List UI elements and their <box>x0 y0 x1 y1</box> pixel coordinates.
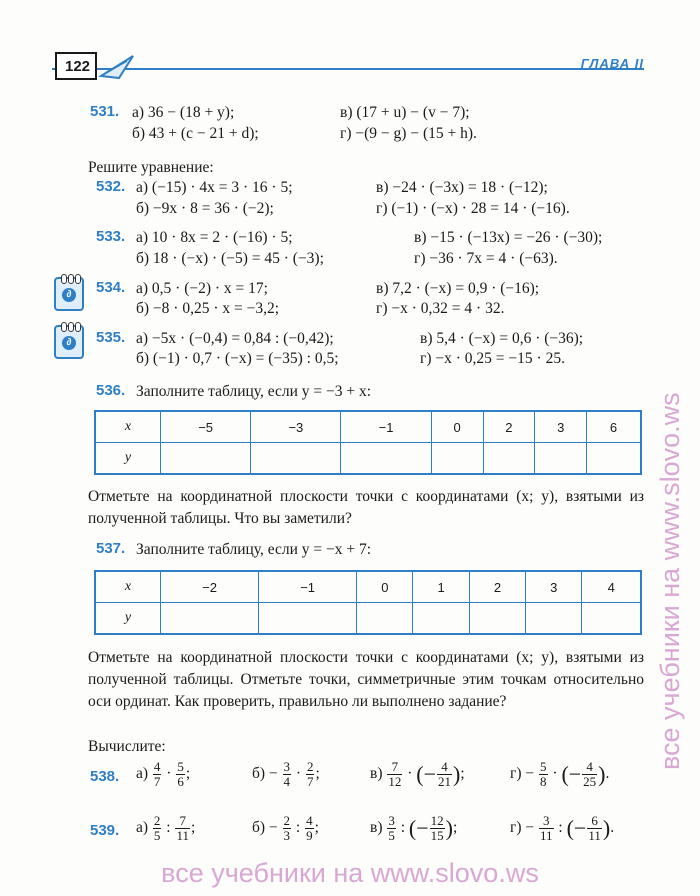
table-cell: −1 <box>341 411 431 443</box>
table-cell[interactable] <box>341 443 431 475</box>
table-cell[interactable] <box>259 603 357 635</box>
exercise-number: 533. <box>96 228 126 245</box>
pencil-icon <box>97 52 137 80</box>
exercise-number: 532. <box>96 178 126 195</box>
table-cell: 0 <box>431 411 483 443</box>
punct: ; <box>314 819 319 837</box>
notebook-icon: ∂ <box>54 325 84 359</box>
item-g: г) (−1) · (−x) · 28 = 14 · (−16). <box>376 200 570 217</box>
paragraph: Отметьте на координатной плоскости точки с координатами (x; y), взятыми из полученной таблицы. Что вы заметили? <box>88 488 644 527</box>
operator: : <box>292 819 305 837</box>
table-cell[interactable] <box>413 603 469 635</box>
item-b <box>252 814 319 843</box>
item-g: г) −x · 0,25 = −15 · 25. <box>420 350 565 367</box>
fraction <box>153 760 162 789</box>
fraction <box>587 814 602 843</box>
table-cell: 4 <box>582 571 641 603</box>
fraction <box>387 814 396 843</box>
numerator: 2 <box>283 813 291 828</box>
table-cell: −2 <box>161 571 259 603</box>
exercise-number: 531. <box>90 103 120 120</box>
punct: ; <box>185 765 191 783</box>
table-cell: 3 <box>535 411 587 443</box>
operator: : <box>554 819 567 837</box>
table-cell[interactable] <box>357 603 413 635</box>
denominator: 12 <box>388 774 402 789</box>
fraction <box>283 814 292 843</box>
table-cell: 3 <box>526 571 582 603</box>
item-v <box>370 760 465 789</box>
value-table <box>94 410 642 475</box>
item-a <box>136 814 195 843</box>
numerator: 7 <box>387 760 402 775</box>
item-label: а) <box>136 765 152 783</box>
item-label: в) <box>370 819 387 837</box>
numerator: 2 <box>306 759 314 774</box>
table-cell: −3 <box>251 411 341 443</box>
denominator: 5 <box>153 828 161 843</box>
denominator: 21 <box>438 774 452 789</box>
item-a <box>136 760 190 789</box>
paren-open: (− <box>566 815 587 841</box>
operator: · <box>292 765 305 783</box>
item-label: г) − <box>510 765 539 783</box>
watermark-side: все учебники на www.slovo.ws <box>655 392 685 770</box>
paragraph: Отметьте на координатной плоскости точки с координатами (x; y), взятыми из полученной таблицы. Отметьте точки, симметричные этим точкам относительно оси ординат. Как проверить, правильно ли выполнено задание? <box>88 649 644 710</box>
numerator: 4 <box>437 760 452 775</box>
numerator: 3 <box>388 813 395 828</box>
section-heading: Вычислите: <box>88 738 166 755</box>
table-cell: 2 <box>483 411 535 443</box>
table-row <box>95 443 641 475</box>
item-v: в) 7,2 · (−x) = 0,9 · (−16); <box>376 280 540 297</box>
denominator: 5 <box>388 828 395 843</box>
item-v: в) 5,4 · (−x) = 0,6 · (−36); <box>420 330 584 347</box>
item-v <box>370 814 457 843</box>
fraction <box>306 760 315 789</box>
punct: . <box>605 765 610 783</box>
fraction <box>283 760 292 789</box>
row-label: y <box>95 603 161 635</box>
operator: · <box>162 765 176 783</box>
fraction <box>176 760 185 789</box>
paren-open: (− <box>416 761 437 787</box>
item-a: а) −5x · (−0,4) = 0,84 : (−0,42); <box>136 330 334 347</box>
row-label: x <box>95 571 161 603</box>
exercise-number: 535. <box>96 329 126 346</box>
denominator: 8 <box>540 774 547 789</box>
exercise-number: 536. <box>96 382 126 399</box>
item-v: в) −15 · (−13x) = −26 · (−30); <box>414 229 603 246</box>
chapter-title: ГЛАВА II <box>580 56 644 71</box>
denominator: 15 <box>430 828 444 843</box>
item-b: б) 43 + (c − 21 + d); <box>132 125 259 142</box>
fraction <box>539 760 548 789</box>
exercise-number: 538. <box>90 768 120 785</box>
table-cell[interactable] <box>469 603 525 635</box>
denominator: 4 <box>283 774 291 789</box>
exercise-number: 537. <box>96 540 126 557</box>
table-cell[interactable] <box>526 603 582 635</box>
item-a: а) 0,5 · (−2) · x = 17; <box>136 280 268 297</box>
table-cell: −1 <box>259 571 357 603</box>
punct: ; <box>191 819 196 837</box>
item-b: б) −8 · 0,25 · x = −3,2; <box>136 300 280 317</box>
item-b: б) (−1) · 0,7 · (−x) = (−35) : 0,5; <box>136 350 339 367</box>
fraction <box>539 814 554 843</box>
numerator: 12 <box>430 813 444 828</box>
item-g: г) −36 · 7x = 4 · (−63). <box>414 250 558 267</box>
paren-close: ) <box>453 761 461 787</box>
header-rule <box>52 68 644 70</box>
row-label: x <box>95 411 161 443</box>
denominator: 7 <box>153 774 161 789</box>
denominator: 11 <box>540 828 553 843</box>
punct: . <box>610 819 615 837</box>
section-heading: Решите уравнение: <box>88 159 214 176</box>
fraction <box>387 760 402 789</box>
exercise-number: 534. <box>96 279 126 296</box>
table-cell[interactable] <box>431 443 483 475</box>
table-cell[interactable] <box>535 443 587 475</box>
punct: ; <box>452 819 458 837</box>
denominator: 11 <box>588 828 601 843</box>
denominator: 7 <box>306 774 314 789</box>
item-a: а) (−15) · 4x = 3 · 16 · 5; <box>136 179 293 196</box>
table-cell: 1 <box>413 571 469 603</box>
item-label: б) − <box>252 765 282 783</box>
page-number: 122 <box>55 52 97 80</box>
exercise-number: 539. <box>90 822 120 839</box>
table-cell[interactable] <box>587 443 641 475</box>
row-label: y <box>95 443 161 475</box>
item-label: г) − <box>510 819 539 837</box>
item-v: в) −24 · (−3x) = 18 · (−12); <box>376 179 548 196</box>
item-a: а) 10 · 8x = 2 · (−16) · 5; <box>136 229 293 246</box>
operator: · <box>403 765 417 783</box>
item-label: в) <box>370 765 387 783</box>
value-table <box>94 570 642 635</box>
punct: ; <box>460 765 465 783</box>
notebook-icon: ∂ <box>54 277 84 311</box>
fraction <box>175 814 190 843</box>
fraction <box>582 760 597 789</box>
item-b <box>252 760 320 789</box>
fraction <box>430 814 445 843</box>
denominator: 3 <box>283 828 291 843</box>
fraction <box>437 760 452 789</box>
table-row <box>95 411 641 443</box>
exercise-text: Заполните таблицу, если y = −3 + x: <box>136 383 372 400</box>
denominator: 9 <box>306 828 313 843</box>
paren-open: (− <box>561 761 582 787</box>
table-cell[interactable] <box>582 603 641 635</box>
punct: ; <box>315 765 320 783</box>
numerator: 4 <box>153 759 161 774</box>
denominator: 11 <box>176 828 190 843</box>
table-cell: 0 <box>357 571 413 603</box>
denominator: 6 <box>177 774 184 789</box>
paren-close: ) <box>598 761 606 787</box>
table-cell: −5 <box>161 411 251 443</box>
table-cell[interactable] <box>251 443 341 475</box>
exercise-text: Заполните таблицу, если y = −x + 7: <box>136 541 372 558</box>
numerator: 2 <box>153 813 161 828</box>
paren-close: ) <box>602 815 611 841</box>
table-row <box>95 571 641 603</box>
operator: : <box>396 819 409 837</box>
fraction <box>305 814 314 843</box>
operator: · <box>548 765 562 783</box>
paren-close: ) <box>445 815 453 841</box>
numerator: 6 <box>587 814 602 829</box>
item-v: в) (17 + u) − (v − 7); <box>340 104 470 121</box>
item-g <box>510 760 609 789</box>
table-row <box>95 603 641 635</box>
item-b: б) 18 · (−x) · (−5) = 45 · (−3); <box>136 250 324 267</box>
item-g: г) −x · 0,32 = 4 · 32. <box>376 300 505 317</box>
operator: : <box>162 819 175 837</box>
numerator: 5 <box>177 759 184 774</box>
denominator: 25 <box>583 774 597 789</box>
table-cell[interactable] <box>483 443 535 475</box>
watermark-bottom: все учебники на www.slovo.ws <box>161 858 539 888</box>
item-g: г) −(9 − g) − (15 + h). <box>340 125 477 142</box>
table-cell[interactable] <box>161 603 259 635</box>
numerator: 7 <box>175 814 190 829</box>
table-cell: 6 <box>587 411 641 443</box>
item-a: а) 36 − (18 + y); <box>132 104 235 121</box>
item-g <box>510 814 614 843</box>
item-b: б) −9x · 8 = 36 · (−2); <box>136 200 274 217</box>
paren-open: (− <box>408 815 429 841</box>
numerator: 4 <box>306 813 313 828</box>
numerator: 5 <box>540 759 547 774</box>
numerator: 3 <box>283 759 291 774</box>
item-label: а) <box>136 819 152 837</box>
table-cell[interactable] <box>161 443 251 475</box>
fraction <box>153 814 162 843</box>
numerator: 4 <box>582 760 597 775</box>
numerator: 3 <box>539 814 554 829</box>
item-label: б) − <box>252 819 282 837</box>
table-cell: 2 <box>469 571 525 603</box>
